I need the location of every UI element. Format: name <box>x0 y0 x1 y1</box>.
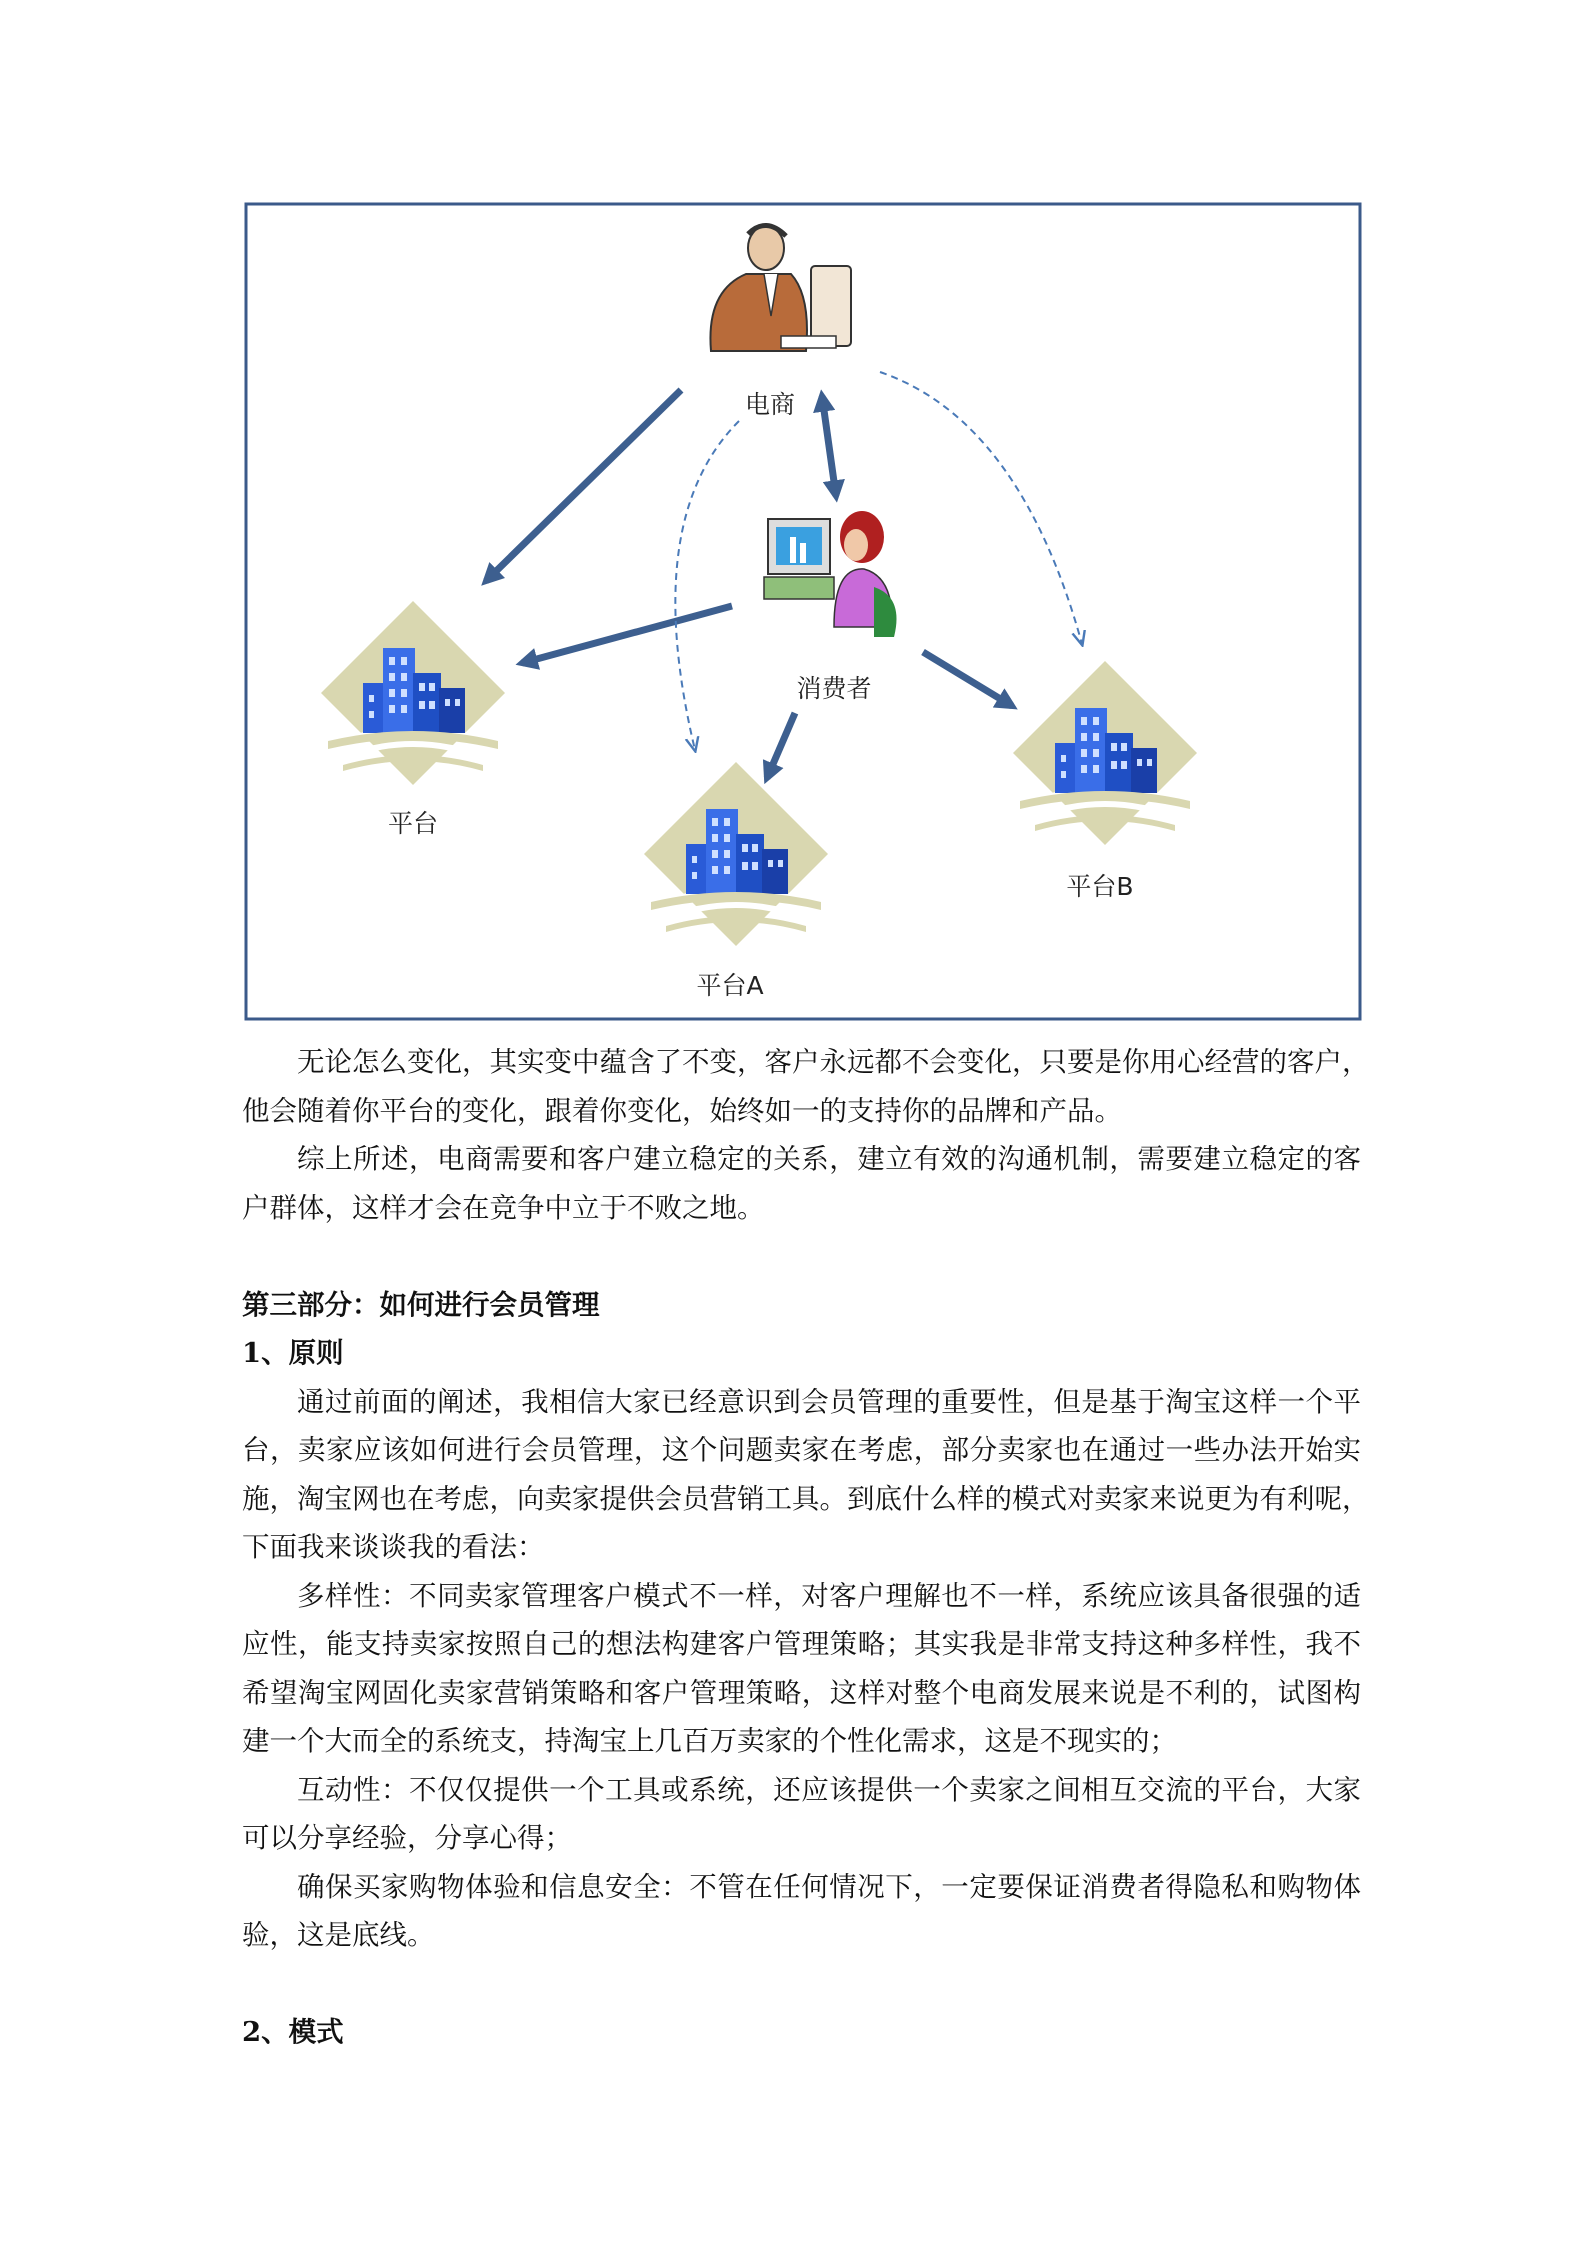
section-heading: 第三部分：如何进行会员管理 <box>242 1288 600 1321</box>
paragraph <box>242 1038 1370 1135</box>
subheading-principles: 1、原则 <box>242 1337 344 1369</box>
text-line: 互动性：不仅仅提供一个工具或系统，还应该提供一个卖家之间相互交流的平台，大家 <box>297 1773 1361 1806</box>
paragraph <box>242 1863 1361 1960</box>
text-line: 户群体，这样才会在竞争中立于不败之地。 <box>242 1191 765 1224</box>
text-line: 施，淘宝网也在考虑，向卖家提供会员营销工具。到底什么样的模式对卖家来说更为有利呢， <box>242 1482 1370 1515</box>
text-line: 建一个大而全的系统支，持淘宝上几百万卖家的个性化需求，这是不现实的； <box>242 1725 1177 1757</box>
building-icon-platform-a <box>644 762 828 946</box>
document-body <box>242 1038 1370 2057</box>
arrow-merchant-consumer <box>822 396 836 496</box>
merchant-icon <box>710 225 851 351</box>
paragraph <box>242 1766 1361 1863</box>
label-platform: 平台 <box>387 809 439 838</box>
building-icon-platform <box>321 601 505 785</box>
label-platform-a: 平台A <box>696 971 764 1000</box>
text-line: 希望淘宝网固化卖家营销策略和客户管理策略，这样对整个电商发展来说是不利的，试图构 <box>242 1676 1361 1709</box>
text-line: 应性，能支持卖家按照自己的想法构建客户管理策略；其实我是非常支持这种多样性，我不 <box>242 1628 1361 1660</box>
dashed-arrow-merchant-to-platform-b <box>880 372 1082 644</box>
arrow-consumer-to-platform-b <box>923 652 1012 706</box>
relationship-diagram <box>0 0 1587 1040</box>
label-platform-b: 平台B <box>1066 872 1134 901</box>
label-consumer: 消费者 <box>796 674 872 703</box>
paragraph <box>242 1572 1361 1766</box>
paragraph <box>242 1378 1370 1572</box>
text-line: 下面我来谈谈我的看法： <box>242 1531 545 1563</box>
subheading-models: 2、模式 <box>242 2016 344 2048</box>
text-line: 无论怎么变化，其实变中蕴含了不变，客户永远都不会变化，只要是你用心经营的客户， <box>297 1046 1370 1078</box>
text-line: 验，这是底线。 <box>242 1919 435 1951</box>
dashed-arrow-merchant-to-platform-a <box>675 421 739 750</box>
text-line: 他会随着你平台的变化，跟着你变化，始终如一的支持你的品牌和产品。 <box>242 1094 1122 1127</box>
label-merchant: 电商 <box>744 390 796 419</box>
arrow-consumer-to-platform-a <box>767 713 795 778</box>
consumer-icon <box>764 511 897 637</box>
text-line: 可以分享经验，分享心得； <box>242 1822 572 1854</box>
text-line: 综上所述，电商需要和客户建立稳定的关系，建立有效的沟通机制，需要建立稳定的客 <box>297 1143 1361 1175</box>
text-line: 多样性：不同卖家管理客户模式不一样，对客户理解也不一样，系统应该具备很强的适 <box>297 1579 1361 1612</box>
text-line: 通过前面的阐述，我相信大家已经意识到会员管理的重要性，但是基于淘宝这样一个平 <box>297 1385 1361 1418</box>
arrow-merchant-to-platform <box>486 390 681 581</box>
text-line: 台，卖家应该如何进行会员管理，这个问题卖家在考虑，部分卖家也在通过一些办法开始实 <box>242 1434 1361 1466</box>
paragraph <box>242 1135 1361 1232</box>
text-line: 确保买家购物体验和信息安全：不管在任何情况下，一定要保证消费者得隐私和购物体 <box>297 1870 1361 1903</box>
arrow-consumer-to-platform <box>522 606 732 663</box>
building-icon-platform-b <box>1013 661 1197 845</box>
